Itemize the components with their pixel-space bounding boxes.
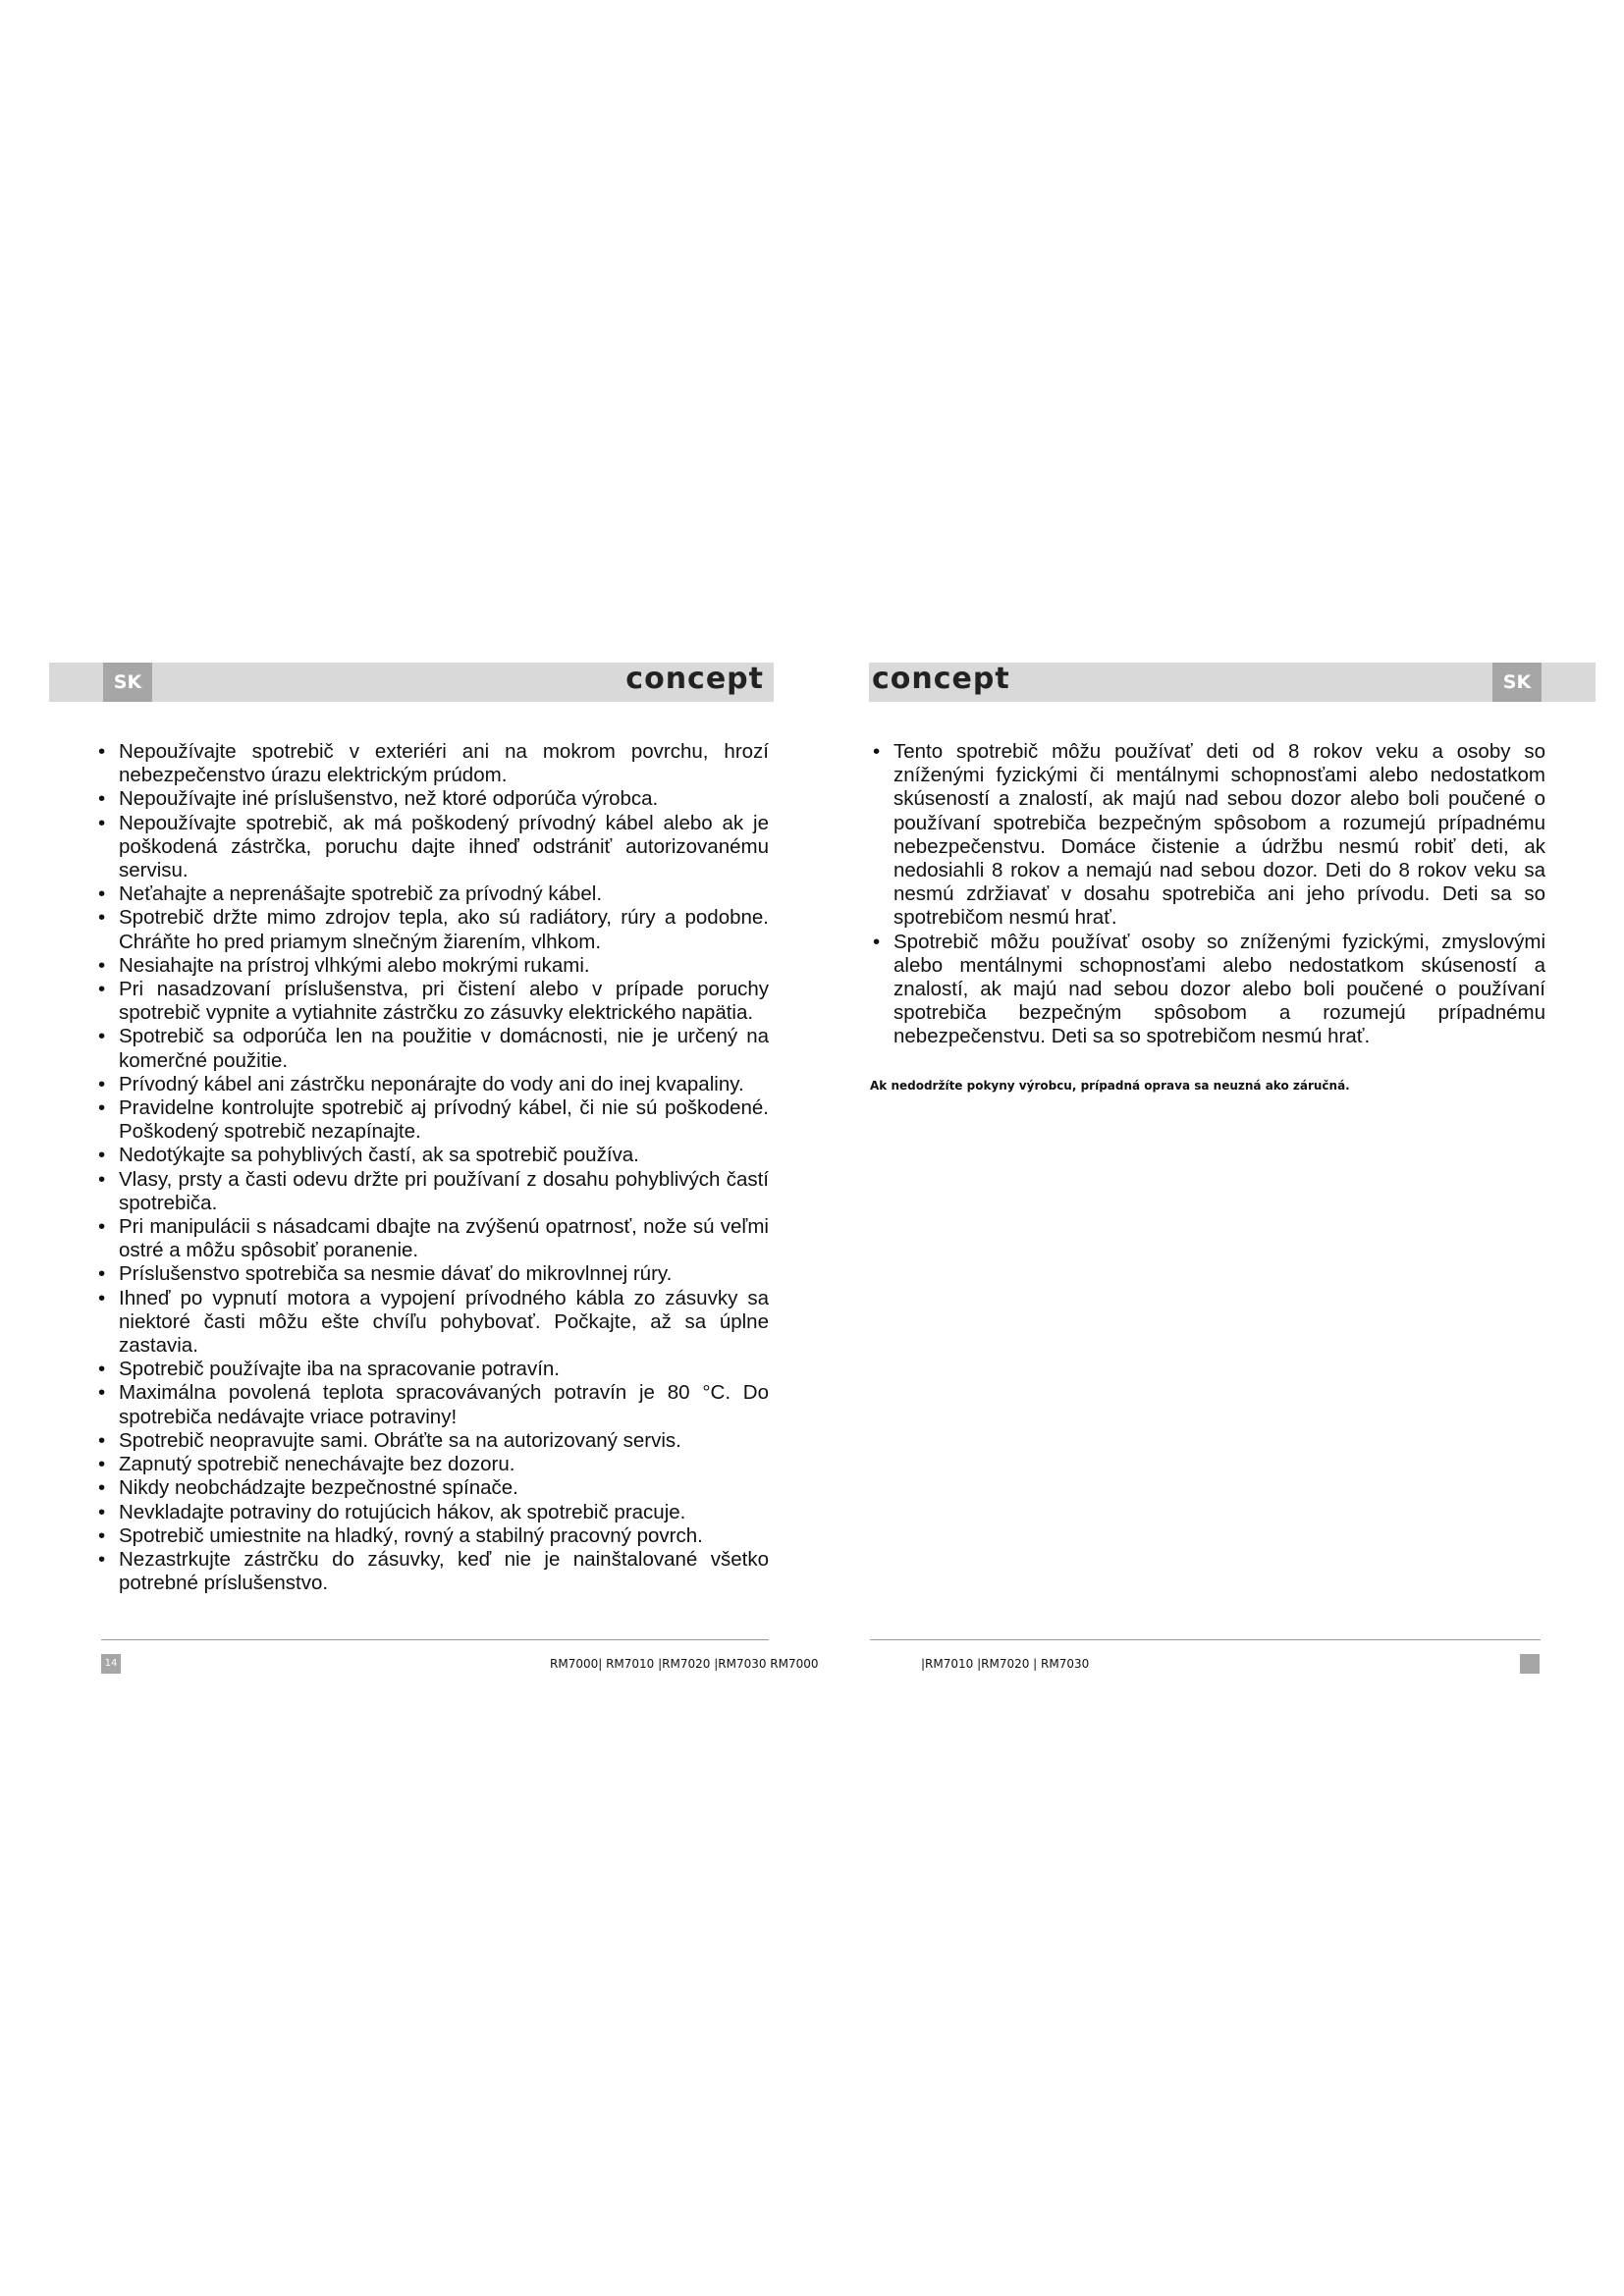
model-numbers-left: RM7000| RM7010 |RM7020 |RM7030 RM7000 bbox=[550, 1657, 819, 1671]
brand-logo: concept bbox=[872, 662, 1010, 696]
list-item: • Spotrebič používajte iba na spracovanie potravín. bbox=[95, 1358, 769, 1381]
language-badge: SK bbox=[1492, 663, 1542, 702]
list-item: • Spotrebič neopravujte sami. Obráťte sa na autorizovaný servis. bbox=[95, 1429, 769, 1453]
list-item: • Spotrebič umiestnite na hladký, rovný a stabilný pracovný povrch. bbox=[95, 1524, 769, 1548]
page-number: 14 bbox=[101, 1654, 121, 1674]
model-numbers-right: |RM7010 |RM7020 | RM7030 bbox=[921, 1657, 1090, 1671]
list-item: • Nevkladajte potraviny do rotujúcich hákov, ak spotrebič pracuje. bbox=[95, 1501, 769, 1524]
list-item: • Nikdy neobchádzajte bezpečnostné spínače. bbox=[95, 1476, 769, 1500]
list-item: • Spotrebič sa odporúča len na použitie v domácnosti, nie je určený na komerčné použitie. bbox=[95, 1025, 769, 1072]
safety-list-right bbox=[870, 740, 1545, 1049]
header-bar-right bbox=[869, 663, 1596, 702]
header-bar-left bbox=[49, 663, 774, 702]
list-item: • Nepoužívajte spotrebič v exteriéri ani na mokrom povrchu, hrozí nebezpečenstvo úrazu elektrickým prúdom. bbox=[95, 740, 769, 787]
list-item: • Nezastrkujte zástrčku do zásuvky, keď nie je nainštalované všetko potrebné príslušenstvo. bbox=[95, 1548, 769, 1595]
list-item: • Nedotýkajte sa pohyblivých častí, ak sa spotrebič používa. bbox=[95, 1144, 769, 1167]
list-item: • Maximálna povolená teplota spracovávaných potravín je 80 °C. Do spotrebiča nedávajte vriace potraviny! bbox=[95, 1381, 769, 1428]
left-column bbox=[95, 740, 769, 1595]
safety-list-left bbox=[95, 740, 769, 1595]
list-item: • Nesiahajte na prístroj vlhkými alebo mokrými rukami. bbox=[95, 954, 769, 978]
list-item: • Ihneď po vypnutí motora a vypojení prívodného kábla zo zásuvky sa niektoré časti môžu ešte chvíľu pohybovať. Počkajte, až sa úplne zastavia. bbox=[95, 1287, 769, 1359]
page-marker bbox=[1520, 1654, 1540, 1674]
list-item: • Zapnutý spotrebič nenechávajte bez dozoru. bbox=[95, 1453, 769, 1476]
language-badge: SK bbox=[103, 663, 152, 702]
list-item: • Neťahajte a neprenášajte spotrebič za prívodný kábel. bbox=[95, 882, 769, 906]
list-item: • Prívodný kábel ani zástrčku neponárajte do vody ani do inej kvapaliny. bbox=[95, 1073, 769, 1096]
list-item: • Nepoužívajte spotrebič, ak má poškodený prívodný kábel alebo ak je poškodená zástrčka, poruchu dajte ihneď odstrániť autorizovanému servisu. bbox=[95, 812, 769, 883]
list-item: • Pri nasadzovaní príslušenstva, pri čistení alebo v prípade poruchy spotrebič vypnite a vytiahnite zástrčku zo zásuvky elektrického napätia. bbox=[95, 978, 769, 1025]
list-item: • Tento spotrebič môžu používať deti od 8 rokov veku a osoby so zníženými fyzickými či mentálnymi schopnosťami alebo nedostatkom skúseností a znalostí, ak majú nad sebou dozor alebo boli poučené o používaní spotrebiča bezpečným spôsobom a rozumejú prípadnému nebezpečenstvu. Domáce čistenie a údržbu nesmú robiť deti, ak nedosiahli 8 rokov a nemajú nad sebou dozor. Deti do 8 rokov veku sa nesmú zdržiavať v dosahu spotrebiča ani jeho prívodu. Deti sa so spotrebičom nesmú hrať. bbox=[870, 740, 1545, 931]
list-item: • Pravidelne kontrolujte spotrebič aj prívodný kábel, či nie sú poškodené. Poškodený spotrebič nezapínajte. bbox=[95, 1096, 769, 1144]
list-item: • Spotrebič držte mimo zdrojov tepla, ako sú radiátory, rúry a podobne. Chráňte ho pred priamym slnečným žiarením, vlhkom. bbox=[95, 906, 769, 953]
right-column bbox=[870, 740, 1545, 1049]
footer-divider-right bbox=[870, 1639, 1541, 1640]
warranty-note: Ak nedodržíte pokyny výrobcu, prípadná oprava sa neuzná ako záručná. bbox=[870, 1079, 1350, 1093]
list-item: • Vlasy, prsty a časti odevu držte pri používaní z dosahu pohyblivých častí spotrebiča. bbox=[95, 1168, 769, 1215]
brand-logo: concept bbox=[625, 662, 764, 696]
list-item: • Pri manipulácii s násadcami dbajte na zvýšenú opatrnosť, nože sú veľmi ostré a môžu spôsobiť poranenie. bbox=[95, 1215, 769, 1262]
list-item: • Príslušenstvo spotrebiča sa nesmie dávať do mikrovlnnej rúry. bbox=[95, 1262, 769, 1286]
footer-divider-left bbox=[101, 1639, 769, 1640]
list-item: • Nepoužívajte iné príslušenstvo, než ktoré odporúča výrobca. bbox=[95, 787, 769, 811]
list-item: • Spotrebič môžu používať osoby so zníženými fyzickými, zmyslovými alebo mentálnymi schopnosťami alebo nedostatkom skúseností a znalostí, ak majú nad sebou dozor alebo boli poučené o používaní spotrebiča bezpečným spôsobom a rozumejú prípadnému nebezpečenstvu. Deti sa so spotrebičom nesmú hrať. bbox=[870, 931, 1545, 1049]
